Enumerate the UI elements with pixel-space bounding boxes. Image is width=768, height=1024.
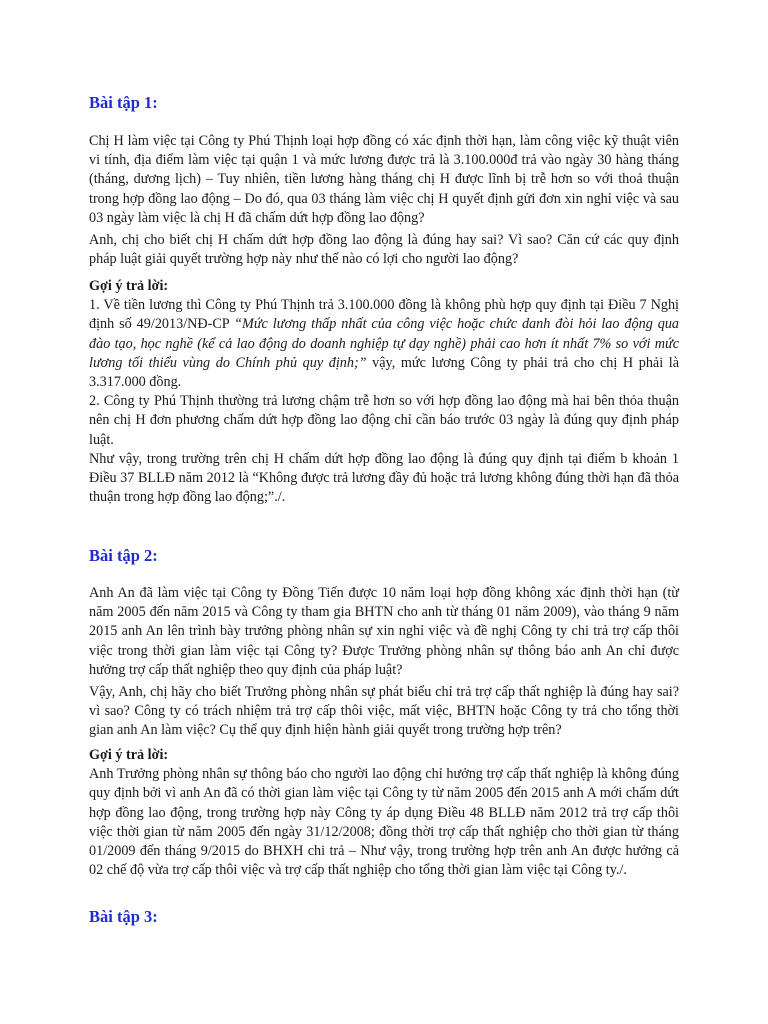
exercise-2-question-2 [89, 683, 679, 741]
paragraph: Anh, chị cho biết chị H chấm dứt hợp đồng lao động là đúng hay sai? Vì sao? Căn cứ các quy định pháp luật giải quyết trường hợp này như thế nào có lợi cho người lao động? [89, 232, 679, 268]
paragraph: Vậy, Anh, chị hãy cho biết Trưởng phòng nhân sự phát biểu chỉ trả trợ cấp thất nghiệp là đúng hay sai? vì sao? Công ty có trách nhiệm trả trợ cấp thôi việc, mất việc, BHTN hoặc Công ty trả cho tổng thời gian anh An làm việc? Cụ thể quy định hiện hành giải quyết trong trường hợp trên? [89, 684, 679, 739]
exercise-2-heading: Bài tập 2: [89, 546, 158, 565]
exercise-1-heading: Bài tập 1: [89, 93, 158, 112]
paragraph: Như vậy, trong trường trên chị H chấm dứt hợp đồng lao động là đúng quy định tại điểm b khoản 1 Điều 37 BLLĐ năm 2012 là “Không được trả lương đầy đủ hoặc trả lương không đúng thời hạn đã thỏa thuận trong hợp đồng lao động;”./. [89, 451, 679, 506]
answer-item-1 [89, 296, 679, 392]
answer-item-2: 2. Công ty Phú Thịnh thường trả lương chậm trễ hơn so với hợp đồng lao động mà hai bên thỏa thuận nên chị H đơn phương chấm dứt hợp đồng lao động chỉ cần báo trước 03 ngày là đúng quy định pháp luật. [89, 393, 679, 448]
paragraph: Anh An đã làm việc tại Công ty Đồng Tiến được 10 năm loại hợp đồng không xác định thời hạn (từ năm 2005 đến năm 2015 và Công ty tham gia BHTN cho anh từ tháng 01 năm 2009), vào tháng 9 năm 2015 anh An lên trình bày trưởng phòng nhân sự xin nghỉ việc và đề nghị Công ty chi trả trợ cấp thôi việc trong thời gian làm việc tại Công ty? Được Trưởng phòng nhân sự thông báo anh An chỉ được hưởng trợ cấp thất nghiệp theo quy định của pháp luật? [89, 585, 679, 678]
exercise-1-question-1 [89, 132, 679, 228]
law-quote: “Mức lương thấp nhất của công việc hoặc chức danh đòi hỏi lao động qua đào tạo, học nghề (kể cả lao động do doanh nghiệp tự dạy nghề) phải cao hơn ít nhất 7% so với mức lương tối thiểu vùng do Chính phủ quy định;” [89, 316, 680, 371]
answer-text: Anh Trưởng phòng nhân sự thông báo cho người lao động chỉ hưởng trợ cấp thất nghiệp là không đúng quy định bởi vì anh An đã có thời gian làm việc tại Công ty từ năm 2005 đến 2015 anh A mới chấm dứt hợp đồng lao động, trong trường hợp này Công ty áp dụng Điều 48 BLLĐ năm 2012 trả trợ cấp thôi việc thời gian từ năm 2005 đến ngày 31/12/2008; đồng thời trợ cấp thất nghiệp cho thời gian từ tháng 01/2009 đến tháng 9/2015 do BHXH chi trả – Như vậy, trong trường hợp trên anh An được hưởng cả 02 chế độ vừa trợ cấp thôi việc và trợ cấp thất nghiệp cho tổng thời gian làm việc tại Công ty./. [89, 766, 679, 879]
answer-label: Gợi ý trả lời: [89, 278, 169, 294]
exercise-3-heading: Bài tập 3: [89, 907, 158, 926]
exercise-2-question-1 [89, 584, 679, 680]
paragraph: Chị H làm việc tại Công ty Phú Thịnh loại hợp đồng có xác định thời hạn, làm công việc kỹ thuật viên vi tính, địa điểm làm việc tại quận 1 và mức lương được trả là 3.100.000đ trả vào ngày 30 hàng tháng (tháng, dương lịch) – Tuy nhiên, tiền lương hàng tháng chị H được lĩnh bị trễ hơn so với thoả thuận trong hợp đồng lao động – Do đó, qua 03 tháng làm việc chị H quyết định gửi đơn xin nghỉ việc và sau 03 ngày làm việc là chị H đã chấm dứt hợp đồng lao động? [89, 133, 679, 226]
answer-text: vậy, mức lương Công ty phải trả cho chị H phải là 3.317.000 đồng. [89, 354, 679, 391]
answer-text: 1. Về tiền lương thì Công ty Phú Thịnh trả 3.100.000 đồng là không phù hợp quy định tại Điều 7 Nghị định số 49/2013/NĐ-CP [89, 297, 679, 333]
exercise-1-conclusion [89, 450, 679, 508]
exercise-1-answer [89, 277, 679, 450]
exercise-2-answer [89, 746, 679, 880]
exercise-1-question-2 [89, 231, 679, 269]
answer-label: Gợi ý trả lời: [89, 747, 169, 763]
